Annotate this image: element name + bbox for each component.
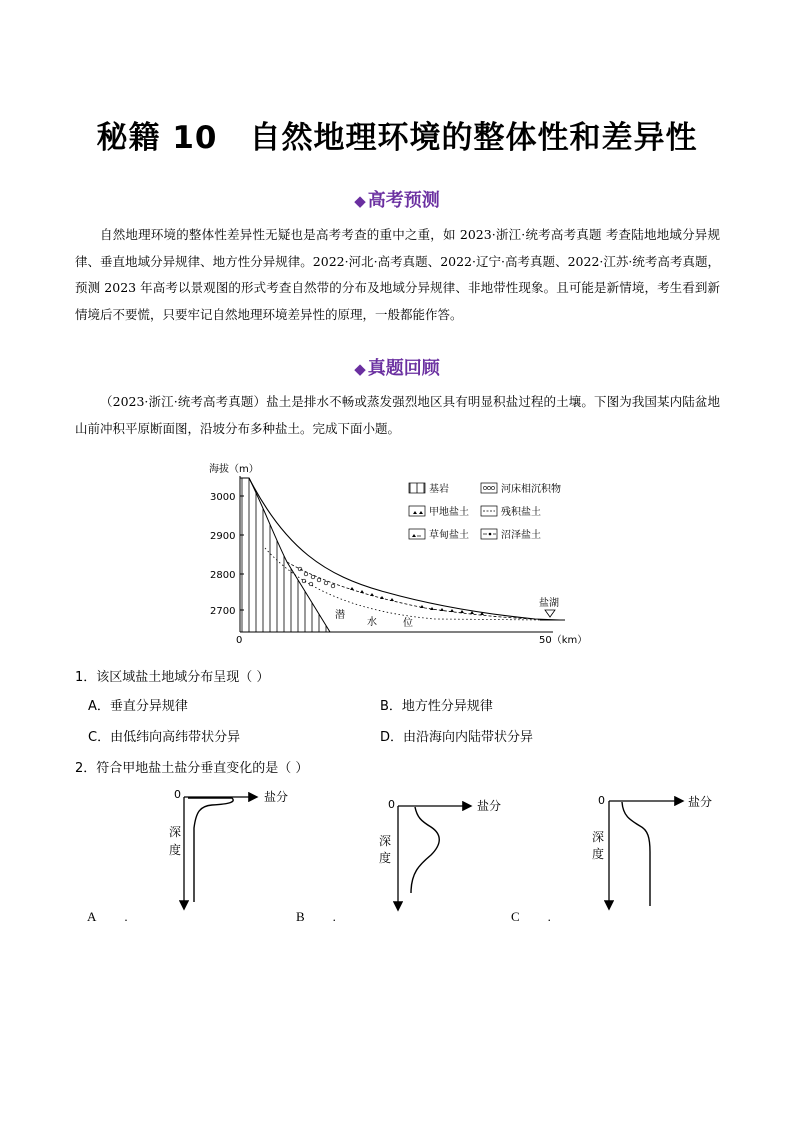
legend-meadow-salt: 草甸盐土 [429, 530, 469, 541]
y-tick-2800: 2800 [210, 570, 236, 581]
q2-graph-a-curve [188, 798, 233, 902]
question-2 [75, 757, 308, 776]
q2-graph-c-x-label: 盐分 [688, 795, 713, 809]
forecast-paragraph: 自然地理环境的整体性差异性无疑也是高考考查的重中之重，如 2023·浙江·统考高考真题 考查陆地地域分异规律、垂直地域分异规律、地方性分异规律。2022·河北·高考真题、2022·辽宁·高考真题、2022·江苏·统考高考真题，预测 2023 年高考以景观图的形式考查自然带的分布及地域分异规律、非地带性现象。且可能是新情境，考生看到新情境后不要慌，只要牢记自然地理环境差异性的原理，一般都能作答。 [75, 227, 720, 322]
q2-graph-c[interactable] [590, 788, 730, 913]
q2-option-a-dot: . [124, 909, 128, 924]
question-2-stem: 符合甲地盐土盐分垂直变化的是（ ） [96, 761, 309, 776]
q1-option-d-text: 由沿海向内陆带状分异 [403, 730, 534, 745]
water-table-label-3: 位 [403, 618, 413, 629]
water-table-label-2: 水 [367, 617, 377, 628]
review-paragraph: （2023·浙江·统考高考真题）盐土是排水不畅或蒸发强烈地区具有明显积盐过程的土壤。下图为我国某内陆盆地山前冲积平原断面图，沿坡分布多种盐土。完成下面小题。 [75, 394, 720, 436]
diamond-icon: ◆ [354, 192, 366, 210]
q2-graph-c-y-label-1: 深 [592, 830, 605, 844]
q2-option-b[interactable] [296, 909, 336, 925]
salt-soil-markers [350, 587, 484, 615]
q1-option-d[interactable] [380, 726, 533, 745]
q2-option-c[interactable] [511, 909, 551, 925]
q2-graph-a-x-label: 盐分 [264, 790, 289, 804]
salt-lake-label: 盐湖 [539, 598, 559, 609]
q2-graph-b[interactable] [375, 793, 515, 913]
section-heading-review-text: 真题回顾 [367, 358, 440, 379]
q2-graph-b-x-label: 盐分 [477, 799, 502, 813]
q1-option-a-letter: A． [88, 699, 110, 714]
q2-graph-b-origin: 0 [388, 798, 395, 811]
cross-section-diagram [205, 458, 590, 648]
legend-swamp-salt: 沼泽盐土 [501, 530, 541, 541]
question-1-number: 1． [75, 670, 97, 685]
legend-riverbed: 河床相沉积物 [501, 484, 561, 495]
legend [409, 482, 561, 541]
section-heading-forecast-text: 高考预测 [367, 190, 440, 211]
x-tick-50: 50（km） [539, 635, 588, 646]
q2-graph-b-y-label-2: 度 [379, 851, 392, 865]
bedrock [240, 478, 330, 632]
section-heading-forecast [0, 186, 794, 212]
q2-option-a-letter: A [87, 909, 97, 924]
q2-graph-a-origin: 0 [174, 788, 181, 801]
q1-option-a[interactable] [88, 695, 188, 714]
water-table-label-1: 潜 [335, 610, 345, 621]
q1-option-c-text: 由低纬向高纬带状分异 [110, 730, 241, 745]
q1-option-c-letter: C． [88, 730, 111, 745]
q1-option-b-letter: B． [380, 699, 402, 714]
section-heading-review [0, 354, 794, 380]
q2-option-a[interactable] [87, 909, 128, 925]
q1-option-a-text: 垂直分异规律 [109, 699, 188, 714]
diamond-icon: ◆ [354, 360, 366, 378]
y-tick-2700: 2700 [210, 606, 236, 617]
q2-graph-c-curve [622, 802, 650, 906]
x-tick-0: 0 [236, 635, 243, 646]
q2-option-c-letter: C [511, 909, 520, 924]
q2-graph-a[interactable] [160, 784, 300, 914]
legend-jia-salt: 甲地盐土 [429, 507, 469, 518]
q2-option-c-dot: . [547, 909, 551, 924]
legend-bedrock: 基岩 [429, 484, 449, 495]
q1-option-b[interactable] [380, 695, 493, 714]
question-1 [75, 666, 269, 685]
y-axis-label: 海拔（m） [209, 464, 259, 475]
q2-option-b-dot: . [332, 909, 336, 924]
q2-graph-c-origin: 0 [598, 794, 605, 807]
q2-option-b-letter: B [296, 909, 305, 924]
q1-option-d-letter: D． [380, 730, 404, 745]
question-1-stem: 该区域盐土地域分布呈现（ ） [96, 670, 270, 685]
legend-residual-salt: 残积盐土 [501, 507, 541, 518]
y-tick-3000: 3000 [210, 492, 236, 503]
y-tick-2900: 2900 [210, 531, 236, 542]
q2-graph-a-y-label-1: 深 [169, 825, 182, 839]
q1-option-b-text: 地方性分异规律 [401, 699, 493, 714]
q2-graph-a-y-label-2: 度 [169, 843, 182, 857]
q2-graph-b-y-label-1: 深 [379, 834, 392, 848]
page-title: 秘籍 10 自然地理环境的整体性和差异性 [96, 120, 698, 156]
question-2-number: 2． [75, 761, 97, 776]
q2-graph-c-y-label-2: 度 [592, 847, 605, 861]
q1-option-c[interactable] [88, 726, 240, 745]
q2-graph-b-curve [411, 807, 439, 893]
